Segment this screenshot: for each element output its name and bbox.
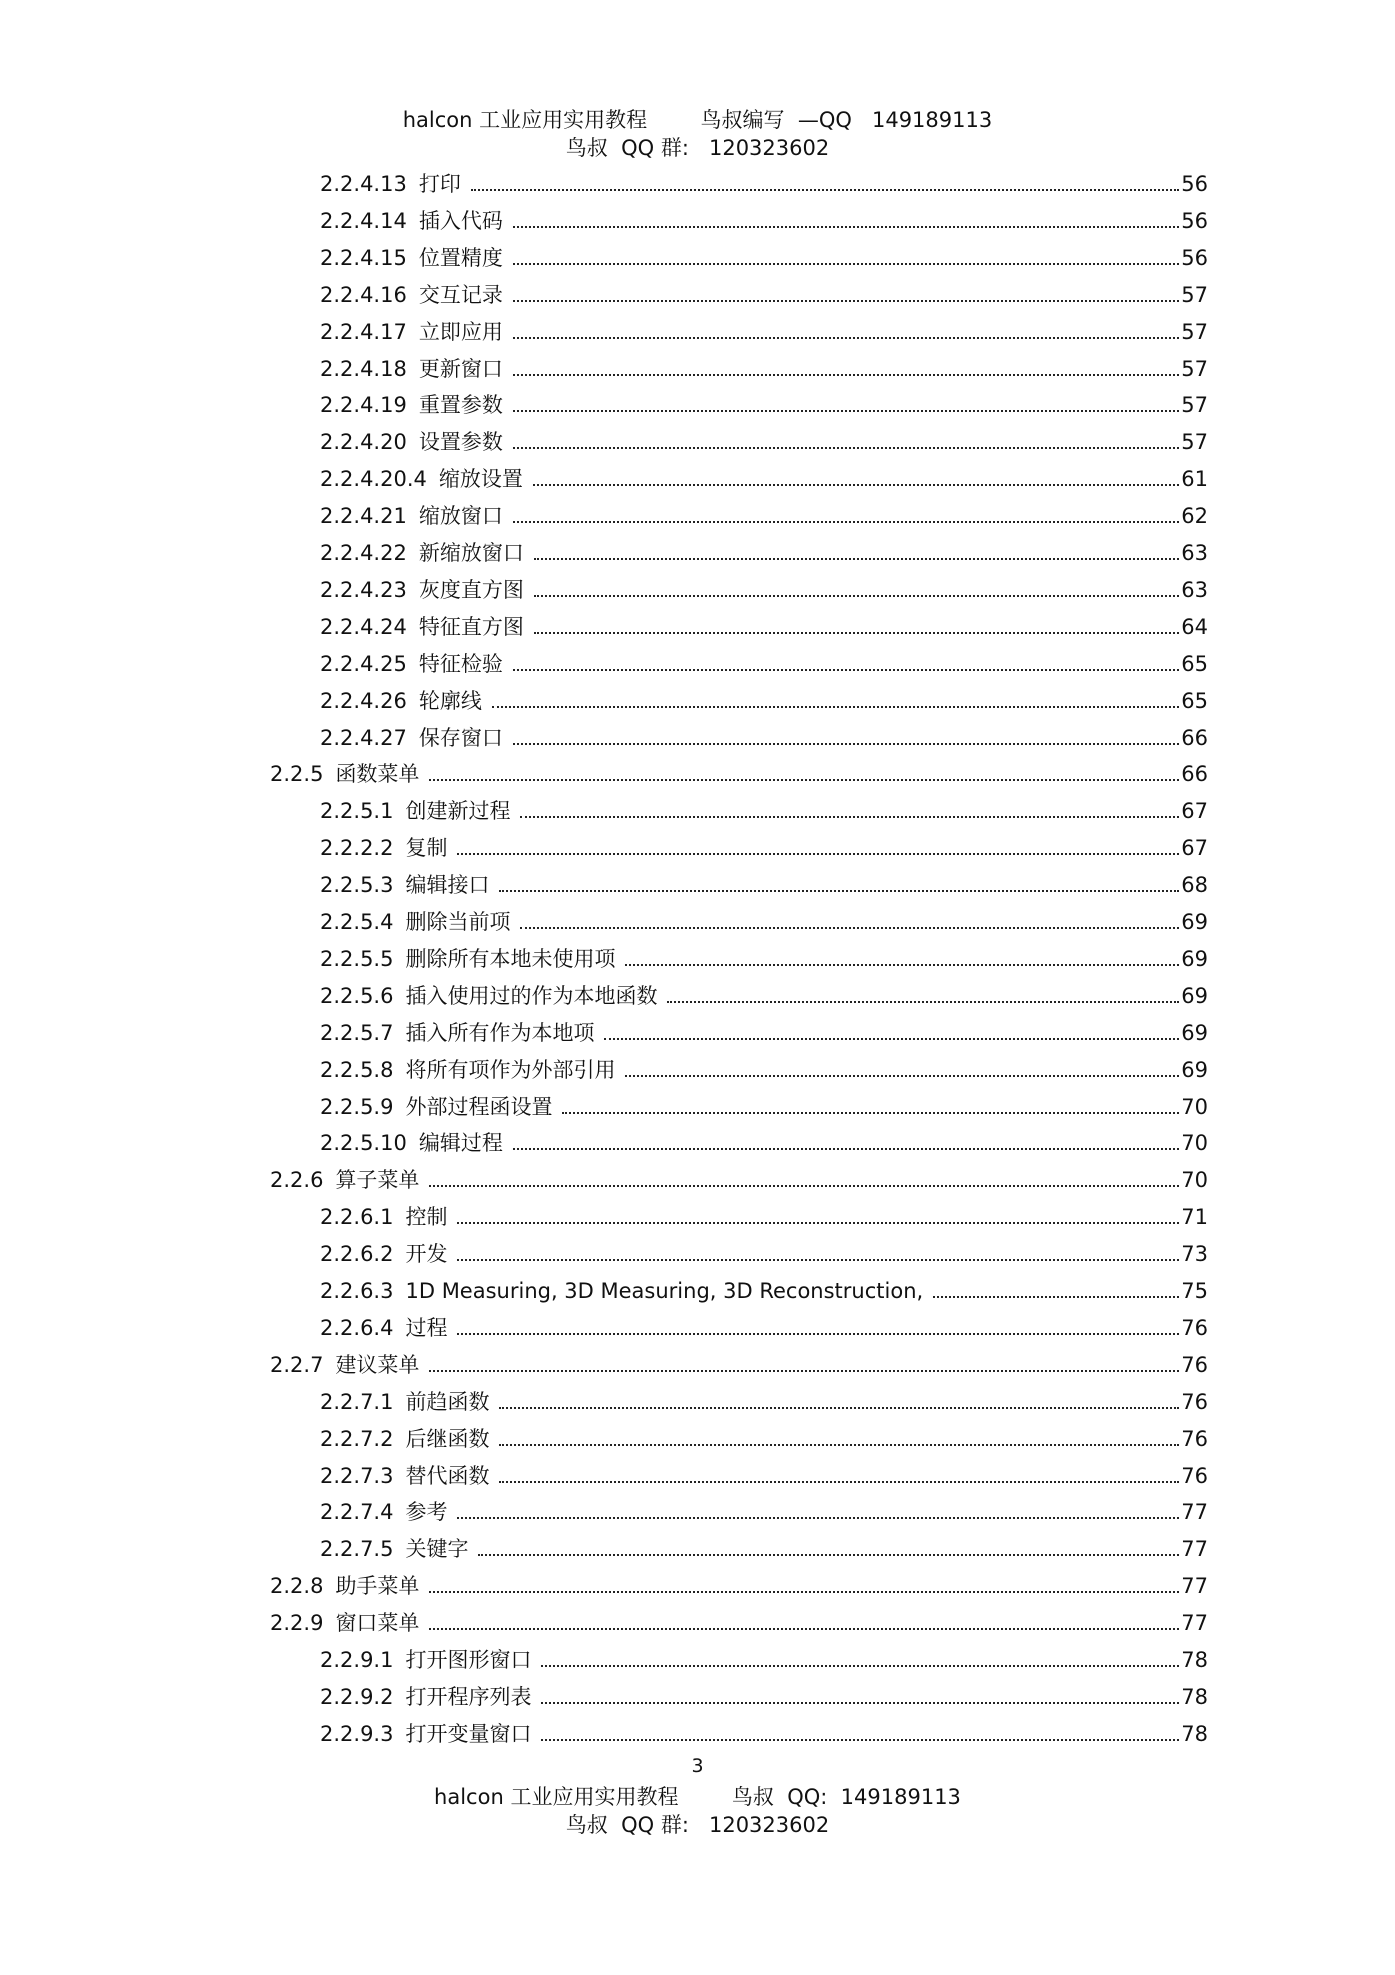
toc-dot-leader [499,1481,1179,1483]
toc-dot-leader [471,189,1179,191]
toc-entry-title: 打开程序列表 [405,1684,532,1709]
toc-entry-number: 2.2.4.15 [320,245,407,270]
toc-entry[interactable] [270,759,1208,789]
toc-entry-page: 71 [1181,1205,1208,1230]
toc-dot-leader [457,1259,1179,1261]
toc-entry[interactable] [320,427,1208,457]
toc-entry-title: 缩放设置 [438,467,523,492]
toc-entry[interactable] [320,538,1208,568]
toc-entry-number: 2.2.9.3 [320,1721,394,1746]
toc-entry-page: 65 [1181,651,1208,676]
toc-entry-number: 2.2.4.17 [320,319,407,344]
toc-entry-title: 重置参数 [418,393,503,418]
toc-entry[interactable] [320,686,1208,716]
toc-entry-title: 删除所有本地未使用项 [405,946,616,971]
toc-entry-title: 立即应用 [418,319,503,344]
toc-entry-page: 78 [1181,1648,1208,1672]
toc-entry-title: 编辑接口 [405,873,490,898]
toc-entry-number: 2.2.7 [270,1352,324,1377]
toc-entry[interactable] [320,1313,1208,1343]
footer-qq-group-line: 鸟叔 QQ 群: 120323602 [565,1813,830,1837]
toc-entry-page: 69 [1181,946,1208,971]
toc-entry[interactable] [320,1276,1208,1306]
toc-entry-number: 2.2.5 [270,762,324,787]
toc-entry-title: 打印 [418,172,461,196]
toc-entry-page: 75 [1181,1279,1208,1303]
toc-entry[interactable] [320,1497,1208,1527]
toc-entry-page: 63 [1181,577,1208,602]
toc-entry-page: 70 [1181,1094,1208,1119]
toc-entry-page: 76 [1181,1352,1208,1377]
toc-dot-leader [520,927,1179,929]
toc-dot-leader [541,1739,1179,1741]
toc-entry-page: 69 [1181,910,1208,934]
toc-entry[interactable] [320,649,1208,679]
toc-entry-page: 77 [1181,1611,1208,1636]
toc-dot-leader [513,374,1179,376]
toc-entry-number: 2.2.6.4 [320,1315,394,1340]
toc-entry-page: 76 [1181,1426,1208,1451]
toc-entry[interactable] [270,1571,1208,1601]
toc-entry[interactable] [320,575,1208,605]
toc-entry-title: 外部过程函设置 [405,1094,553,1119]
toc-dot-leader [534,632,1179,634]
toc-entry-title: 函数菜单 [335,762,420,787]
toc-entry[interactable] [320,501,1208,531]
toc-entry-number: 2.2.4.19 [320,393,407,418]
toc-entry-number: 2.2.5.5 [320,946,394,971]
toc-dot-leader [429,779,1179,781]
toc-entry[interactable] [320,1424,1208,1454]
toc-entry[interactable] [320,280,1208,310]
toc-dot-leader [513,410,1179,412]
toc-dot-leader [520,816,1179,818]
toc-entry-number: 2.2.5.4 [320,910,394,934]
toc-entry-number: 2.2.6.1 [320,1205,394,1230]
toc-entry-title: 助手菜单 [335,1574,420,1599]
toc-entry-page: 69 [1181,1020,1208,1045]
toc-dot-leader [534,558,1179,560]
toc-dot-leader [625,1075,1179,1077]
toc-entry[interactable] [320,354,1208,384]
toc-entry-page: 66 [1181,762,1208,787]
toc-dot-leader [533,484,1179,486]
toc-entry-number: 2.2.5.6 [320,983,394,1008]
toc-entry[interactable] [320,206,1208,236]
toc-entry[interactable] [320,1055,1208,1085]
toc-entry-title: 更新窗口 [418,356,503,381]
toc-entry-page: 57 [1181,430,1208,455]
toc-dot-leader [478,1554,1179,1556]
header-title-line: halcon 工业应用实用教程 鸟叔编写 —QQ 149189113 [402,108,993,132]
toc-entry-number: 2.2.4.25 [320,651,407,676]
toc-entry-page: 57 [1181,282,1208,307]
toc-entry-number: 2.2.7.2 [320,1426,394,1451]
toc-entry-page: 64 [1181,614,1208,639]
toc-entry-page: 69 [1181,983,1208,1008]
toc-entry-page: 57 [1181,393,1208,418]
toc-entry[interactable] [320,1387,1208,1417]
toc-entry[interactable] [270,1165,1208,1195]
toc-entry-title: 关键字 [405,1537,469,1562]
toc-entry-page: 77 [1181,1537,1208,1562]
toc-dot-leader [457,853,1179,855]
toc-entry-number: 2.2.7.3 [320,1463,394,1488]
toc-dot-leader [457,1333,1179,1335]
header-qq-group-line: 鸟叔 QQ 群: 120323602 [565,136,830,160]
toc-dot-leader [667,1001,1179,1003]
toc-dot-leader [457,1222,1179,1224]
toc-entry-title: 过程 [405,1315,448,1340]
toc-dot-leader [429,1370,1179,1372]
toc-entry[interactable] [320,169,1208,199]
toc-entry-number: 2.2.9.2 [320,1684,394,1709]
toc-entry-page: 77 [1181,1574,1208,1599]
toc-entry-page: 57 [1181,356,1208,381]
toc-entry-page: 56 [1181,208,1208,233]
toc-entry[interactable] [320,907,1208,937]
toc-entry-number: 2.2.4.13 [320,172,407,196]
toc-entry-title: 建议菜单 [335,1352,420,1377]
toc-entry-title: 控制 [405,1205,448,1230]
toc-entry-page: 73 [1181,1242,1208,1267]
toc-dot-leader [457,1517,1179,1519]
toc-entry-number: 2.2.7.5 [320,1537,394,1562]
toc-entry-number: 2.2.4.27 [320,725,407,750]
toc-dot-leader [429,1628,1179,1630]
toc-entry-title: 轮廓线 [418,688,482,713]
toc-entry-title: 特征检验 [418,651,503,676]
toc-entry-page: 62 [1181,504,1208,529]
toc-entry-number: 2.2.4.23 [320,577,407,602]
toc-entry-number: 2.2.6.3 [320,1279,394,1303]
toc-dot-leader [513,447,1179,449]
footer-title-line: halcon 工业应用实用教程 鸟叔 QQ: 149189113 [434,1785,961,1809]
toc-entry-number: 2.2.4.26 [320,688,407,713]
toc-entry-title: 编辑过程 [418,1131,503,1156]
toc-entry-page: 63 [1181,541,1208,565]
toc-entry[interactable] [320,1461,1208,1491]
toc-entry-number: 2.2.4.18 [320,356,407,381]
toc-entry-page: 69 [1181,1057,1208,1082]
toc-entry-page: 76 [1181,1389,1208,1414]
toc-entry[interactable] [270,1608,1208,1638]
toc-entry-title: 打开变量窗口 [405,1721,532,1746]
toc-entry-page: 76 [1181,1463,1208,1488]
toc-entry-page: 56 [1181,172,1208,196]
toc-dot-leader [513,337,1179,339]
toc-entry-page: 70 [1181,1168,1208,1193]
toc-entry-title: 插入所有作为本地项 [405,1020,595,1045]
toc-entry[interactable] [320,723,1208,753]
toc-entry[interactable] [320,1682,1208,1712]
toc-entry-title: 删除当前项 [405,910,511,934]
toc-entry-title: 特征直方图 [418,614,524,639]
toc-dot-leader [513,300,1179,302]
toc-entry-page: 65 [1181,688,1208,713]
toc-entry-title: 缩放窗口 [418,504,503,529]
toc-entry-number: 2.2.5.1 [320,799,394,824]
toc-entry-page: 61 [1181,467,1208,492]
toc-dot-leader [429,1185,1179,1187]
toc-entry-number: 2.2.6 [270,1168,324,1193]
toc-entry-number: 2.2.7.1 [320,1389,394,1414]
toc-entry[interactable] [320,981,1208,1011]
toc-entry[interactable] [320,612,1208,642]
toc-dot-leader [541,1665,1179,1667]
toc-entry-title: 开发 [405,1242,448,1267]
toc-entry[interactable] [320,1018,1208,1048]
toc-entry[interactable] [270,1350,1208,1380]
toc-dot-leader [429,1591,1179,1593]
toc-entry-title: 灰度直方图 [418,577,524,602]
toc-entry-number: 2.2.5.9 [320,1094,394,1119]
toc-entry-page: 78 [1181,1721,1208,1746]
toc-dot-leader [513,521,1179,523]
toc-entry-number: 2.2.6.2 [320,1242,394,1267]
toc-dot-leader [513,743,1179,745]
toc-entry-number: 2.2.2.2 [320,836,394,861]
toc-entry[interactable] [320,1092,1208,1122]
toc-entry[interactable] [320,870,1208,900]
toc-entry-title: 后继函数 [405,1426,490,1451]
page-number: 3 [691,1755,704,1777]
toc-entry-page: 68 [1181,873,1208,898]
toc-entry-number: 2.2.4.24 [320,614,407,639]
toc-entry-page: 67 [1181,836,1208,861]
toc-entry[interactable] [320,464,1208,494]
toc-entry-title: 1D Measuring, 3D Measuring, 3D Reconstruction, [405,1279,924,1303]
toc-entry-number: 2.2.5.3 [320,873,394,898]
toc-entry-title: 创建新过程 [405,799,511,824]
toc-entry-title: 位置精度 [418,245,503,270]
toc-entry-number: 2.2.4.20.4 [320,467,427,492]
toc-entry-number: 2.2.5.8 [320,1057,394,1082]
toc-entry-title: 前趋函数 [405,1389,490,1414]
toc-entry-number: 2.2.4.21 [320,504,407,529]
toc-entry[interactable] [320,796,1208,826]
toc-entry-number: 2.2.4.22 [320,541,407,565]
toc-entry-number: 2.2.5.7 [320,1020,394,1045]
toc-entry-title: 保存窗口 [418,725,503,750]
toc-entry-title: 算子菜单 [335,1168,420,1193]
toc-entry-number: 2.2.4.20 [320,430,407,455]
toc-entry[interactable] [320,1202,1208,1232]
toc-entry-title: 设置参数 [418,430,503,455]
toc-entry[interactable] [320,317,1208,347]
toc-dot-leader [933,1296,1179,1298]
toc-entry-number: 2.2.4.16 [320,282,407,307]
toc-entry-number: 2.2.8 [270,1574,324,1599]
toc-entry-page: 56 [1181,245,1208,270]
toc-dot-leader [562,1112,1179,1114]
toc-entry-title: 交互记录 [418,282,503,307]
toc-entry-page: 57 [1181,319,1208,344]
toc-entry[interactable] [320,833,1208,863]
toc-entry[interactable] [320,390,1208,420]
toc-entry-title: 窗口菜单 [335,1611,420,1636]
toc-entry-page: 77 [1181,1500,1208,1525]
toc-entry-title: 插入代码 [418,208,503,233]
toc-entry-number: 2.2.5.10 [320,1131,407,1156]
toc-entry[interactable] [320,243,1208,273]
toc-entry[interactable] [320,944,1208,974]
toc-dot-leader [492,706,1179,708]
toc-entry-number: 2.2.9.1 [320,1648,394,1672]
toc-dot-leader [625,964,1179,966]
toc-entry-number: 2.2.7.4 [320,1500,394,1525]
toc-dot-leader [499,1444,1179,1446]
toc-dot-leader [541,1702,1179,1704]
toc-entry[interactable] [320,1534,1208,1564]
toc-entry-title: 参考 [405,1500,448,1525]
toc-entry-title: 复制 [405,836,448,861]
toc-entry-page: 76 [1181,1315,1208,1340]
toc-dot-leader [513,669,1179,671]
toc-dot-leader [513,263,1179,265]
toc-entry-page: 66 [1181,725,1208,750]
toc-entry-title: 替代函数 [405,1463,490,1488]
toc-entry[interactable] [320,1239,1208,1269]
toc-entry[interactable] [320,1128,1208,1158]
toc-entry-page: 70 [1181,1131,1208,1156]
toc-entry[interactable] [320,1719,1208,1749]
toc-entry-number: 2.2.9 [270,1611,324,1636]
toc-dot-leader [499,890,1179,892]
toc-entry-page: 78 [1181,1684,1208,1709]
toc-dot-leader [513,1148,1179,1150]
toc-dot-leader [604,1038,1179,1040]
toc-entry-page: 67 [1181,799,1208,824]
toc-dot-leader [534,595,1179,597]
toc-entry-title: 将所有项作为外部引用 [405,1057,616,1082]
toc-entry[interactable] [320,1645,1208,1675]
toc-dot-leader [499,1407,1179,1409]
toc-entry-title: 新缩放窗口 [418,541,524,565]
toc-entry-title: 插入使用过的作为本地函数 [405,983,658,1008]
toc-entry-number: 2.2.4.14 [320,208,407,233]
toc-dot-leader [513,226,1179,228]
toc-entry-title: 打开图形窗口 [405,1648,532,1672]
